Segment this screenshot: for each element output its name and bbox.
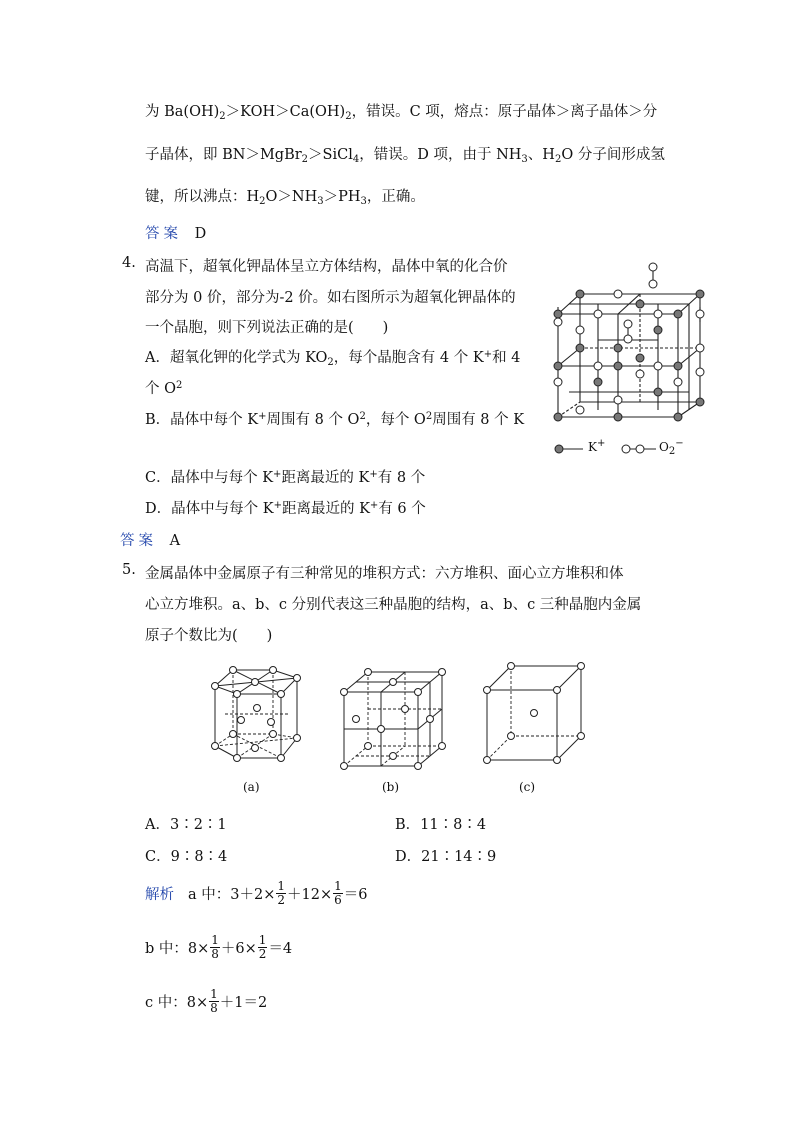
q4-stem-line-1: 高温下，超氧化钾晶体呈立方体结构，晶体中氧的化合价 <box>145 259 508 275</box>
jiexi-label: 解析 <box>145 886 174 903</box>
answer-value: D <box>194 226 207 242</box>
q5-option-a: A．3∶2∶1 <box>145 817 227 833</box>
q4-option-d: D．晶体中与每个 K+距离最近的 K+有 6 个 <box>145 500 426 517</box>
ko2-unit-cell-figure <box>550 262 720 432</box>
solution-c: c 中：8× $\frac{1}{8}$ ＋1＝2 <box>145 987 268 1015</box>
solution-b: b 中：8× $\frac{1}{8}$ ＋6× $\frac{1}{2}$ ＝4 <box>145 933 293 961</box>
answer-4 <box>120 529 180 550</box>
q4-stem-line-3: 一个晶胞，则下列说法正确的是( ) <box>145 320 389 336</box>
bcc-cell-figure <box>483 660 593 770</box>
fraction: $\frac{1}{8}$ <box>210 987 218 1015</box>
ko2-legend <box>553 440 723 460</box>
fraction: $\frac{1}{8}$ <box>211 933 219 961</box>
explanation-line-3: 键，所以沸点：$H_2O>NH_3>PH_3$，正确。 <box>145 189 425 207</box>
answer-value: A <box>169 533 181 549</box>
q5-stem-line-3: 原子个数比为( ) <box>145 628 273 644</box>
caption-b: (b) <box>382 780 400 794</box>
answer-3 <box>145 222 206 243</box>
fraction: $\frac{1}{2}$ <box>258 933 267 961</box>
answer-label: 答案 <box>145 226 182 242</box>
q5-stem-line-1: 金属晶体中金属原子有三种常见的堆积方式：六方堆积、面心立方堆积和体 <box>145 566 624 582</box>
caption-a: (a) <box>243 780 260 794</box>
legend-o2-label: $O_2^-$ <box>659 438 684 457</box>
legend-k-label: K+ <box>588 438 606 454</box>
caption-c: (c) <box>519 780 536 794</box>
explanation-line-2: 子晶体，即 BN＞MgBr$_2$＞SiCl$_4$，错误。D 项，由于 $NH_3$、$H_2O$ 分子间形成氢 <box>145 147 665 165</box>
q4-number: 4. <box>122 255 136 271</box>
solution-a: 解析 a 中：3＋2× $\frac{1}{2}$ ＋12× $\frac{1}{6}$ ＝6 <box>145 879 368 907</box>
q4-option-a-cont: 个 $O^2$ <box>145 380 183 397</box>
fcc-cell-figure <box>340 660 450 770</box>
q5-stem-line-2: 心立方堆积。a、b、c 分别代表这三种晶胞的结构，a、b、c 三种晶胞内金属 <box>145 597 642 613</box>
answer-label: 答案 <box>120 533 157 549</box>
q5-option-d: D．21∶14∶9 <box>395 849 497 865</box>
fraction: $\frac{1}{6}$ <box>334 879 342 907</box>
q5-option-c: C．9∶8∶4 <box>145 849 228 865</box>
q4-stem-line-2: 部分为 0 价，部分为-2 价。如右图所示为超氧化钾晶体的 <box>145 290 516 306</box>
q5-number: 5. <box>122 562 136 578</box>
q4-option-b: B．晶体中每个 K+周围有 8 个 $O^2$，每个 $O^2$周围有 8 个 K <box>145 411 525 428</box>
fraction: $\frac{1}{2}$ <box>277 879 285 907</box>
hexagonal-cell-figure <box>205 658 305 768</box>
q5-option-b: B．11∶8∶4 <box>395 817 487 833</box>
q4-option-a: A．超氧化钾的化学式为 $KO_2$，每个晶胞含有 4 个 K+和 4 <box>145 349 521 368</box>
explanation-line-1: 为 $Ba(OH)_2>KOH>Ca(OH)_2$，错误。C 项，熔点：原子晶体＞离子晶体＞分 <box>145 104 658 122</box>
q4-option-c: C．晶体中与每个 K+距离最近的 K+有 8 个 <box>145 469 426 486</box>
